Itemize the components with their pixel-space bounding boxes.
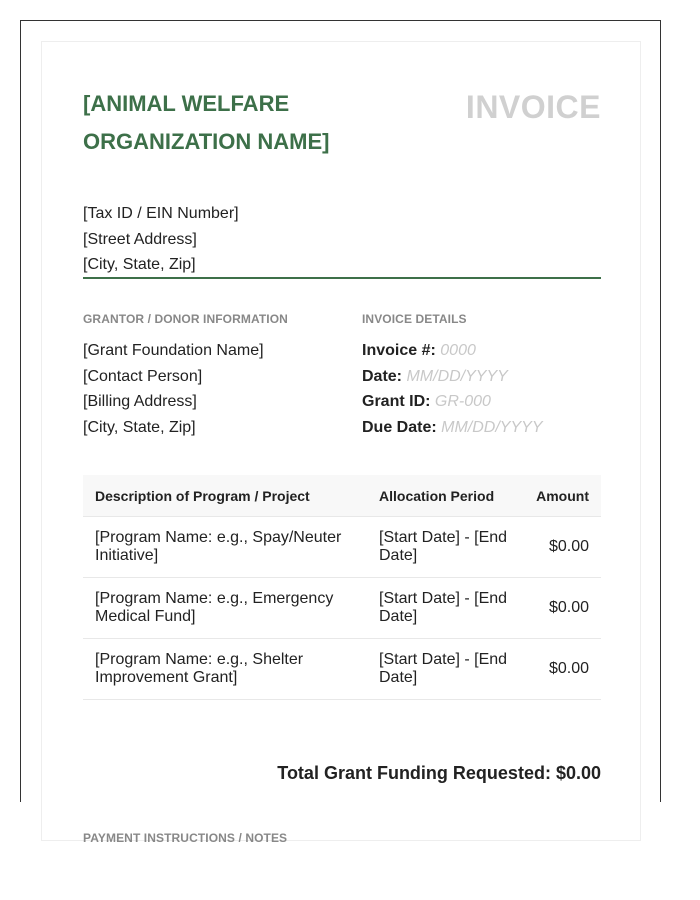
row-amount: $0.00 [524,578,601,639]
total-value: $0.00 [555,763,601,783]
table-row [83,578,601,639]
table-header-row [83,475,601,517]
due-date-value: MM/DD/YYYY [441,418,543,436]
grantor-label: GRANTOR / DONOR INFORMATION [83,312,288,326]
invoice-number-key: Invoice #: [362,342,436,359]
invoice-details-info [362,338,542,440]
row-description: [Program Name: e.g., Shelter Improvement Grant] [83,639,367,700]
row-amount: $0.00 [524,517,601,578]
street-address-line: [Street Address] [83,230,197,248]
grantor-city-line: [City, State, Zip] [83,418,196,436]
invoice-sheet [41,41,641,845]
city-state-zip-line: [City, State, Zip] [83,256,196,273]
invoice-details-section [362,312,542,440]
grant-id-row [362,389,542,415]
row-description: [Program Name: e.g., Emergency Medical Fund] [83,578,367,639]
due-date-row [362,415,542,441]
tax-id-line: [Tax ID / EIN Number] [83,205,239,222]
description-column-header: Description of Program / Project [83,475,367,517]
row-amount: $0.00 [524,639,601,700]
grantor-info [83,338,288,440]
invoice-details-label: INVOICE DETAILS [362,312,467,326]
payment-instructions-label: PAYMENT INSTRUCTIONS / NOTES [83,831,288,845]
table-row [83,639,601,700]
row-description: [Program Name: e.g., Spay/Neuter Initiative] [83,517,367,578]
line-items-table [83,475,601,700]
grantor-billing-line: [Billing Address] [83,393,197,410]
row-period: [Start Date] - [End Date] [367,578,524,639]
invoice-number-row [362,338,542,364]
period-column-header: Allocation Period [367,475,524,517]
grantor-foundation-line: [Grant Foundation Name] [83,342,264,359]
organization-info [83,201,239,278]
due-date-key: Due Date: [362,418,437,436]
invoice-date-value: MM/DD/YYYY [406,367,508,385]
invoice-title: INVOICE [465,89,601,125]
amount-column-header: Amount [524,475,601,517]
document-viewport [20,20,661,845]
invoice-number-value: 0000 [440,342,476,359]
grantor-section [83,312,288,440]
grantor-contact-line: [Contact Person] [83,367,203,385]
table-row [83,517,601,578]
organization-name: [ANIMAL WELFARE ORGANIZATION NAME] [83,91,330,154]
row-period: [Start Date] - [End Date] [367,639,524,700]
row-period: [Start Date] - [End Date] [367,517,524,578]
invoice-date-key: Date: [362,367,403,385]
total-label: Total Grant Funding Requested: [277,763,551,783]
invoice-date-row [362,364,542,390]
grant-id-key: Grant ID: [362,393,431,410]
header-divider [83,277,601,279]
grant-id-value: GR-000 [434,393,491,410]
total-funding [277,763,601,784]
